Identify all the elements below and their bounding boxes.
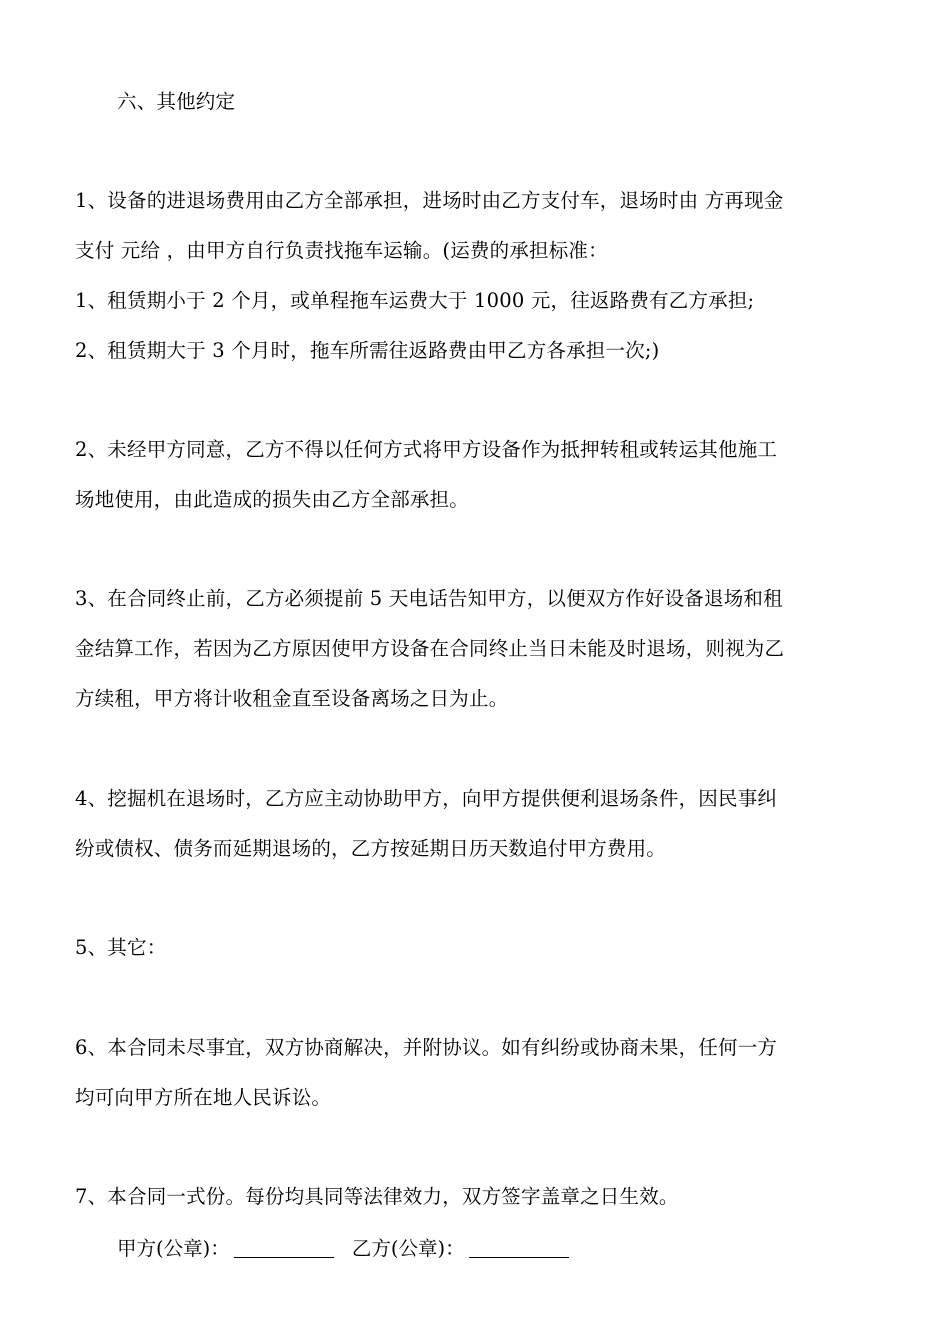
clause-6-line-2: 均可向甲方所在地人民诉讼。 — [75, 1086, 332, 1109]
clause-1-sub-item-1: 1、租赁期小于 2 个月，或单程拖车运费大于 1000 元，往返路费有乙方承担; — [75, 289, 755, 312]
signature-row — [117, 1236, 581, 1262]
clause-2-line-2: 场地使用，由此造成的损失由乙方全部承担。 — [75, 488, 470, 511]
clause-1-line-1: 1、设备的进退场费用由乙方全部承担，进场时由乙方支付车，退场时由 方再现金 — [75, 189, 784, 212]
clause-6-line-1: 6、本合同未尽事宜，双方协商解决，并附协议。如有纠纷或协商未果，任何一方 — [75, 1036, 778, 1059]
clause-7-line-1: 7、本合同一式份。每份均具同等法律效力，双方签字盖章之日生效。 — [75, 1185, 679, 1208]
section-heading: 六、其他约定 — [117, 90, 236, 113]
clause-4-line-2: 纷或债权、债务而延期退场的，乙方按延期日历天数追付甲方费用。 — [75, 837, 667, 860]
party-b-signature-blank — [469, 1239, 569, 1258]
clause-1-sub-item-2: 2、租赁期大于 3 个月时，拖车所需往返路费由甲乙方各承担一次;) — [75, 339, 660, 362]
party-b-label: 乙方(公章)： — [351, 1237, 465, 1260]
clause-2-line-1: 2、未经甲方同意，乙方不得以任何方式将甲方设备作为抵押转租或转运其他施工 — [75, 438, 778, 461]
party-a-signature-blank — [234, 1239, 334, 1258]
party-a-label: 甲方(公章)： — [117, 1237, 230, 1260]
clause-3-line-2: 金结算工作，若因为乙方原因使甲方设备在合同终止当日未能及时退场，则视为乙 — [75, 637, 785, 660]
clause-1-line-2: 支付 元给 ，由甲方自行负责找拖车运输。(运费的承担标准： — [75, 239, 608, 262]
clause-4-line-1: 4、挖掘机在退场时，乙方应主动协助甲方，向甲方提供便利退场条件，因民事纠 — [75, 787, 778, 810]
clause-3-line-1: 3、在合同终止前，乙方必须提前 5 天电话告知甲方，以便双方作好设备退场和租 — [75, 587, 783, 610]
clause-3-line-3: 方续租，甲方将计收租金直至设备离场之日为止。 — [75, 687, 509, 710]
clause-5-line-1: 5、其它： — [75, 936, 167, 959]
